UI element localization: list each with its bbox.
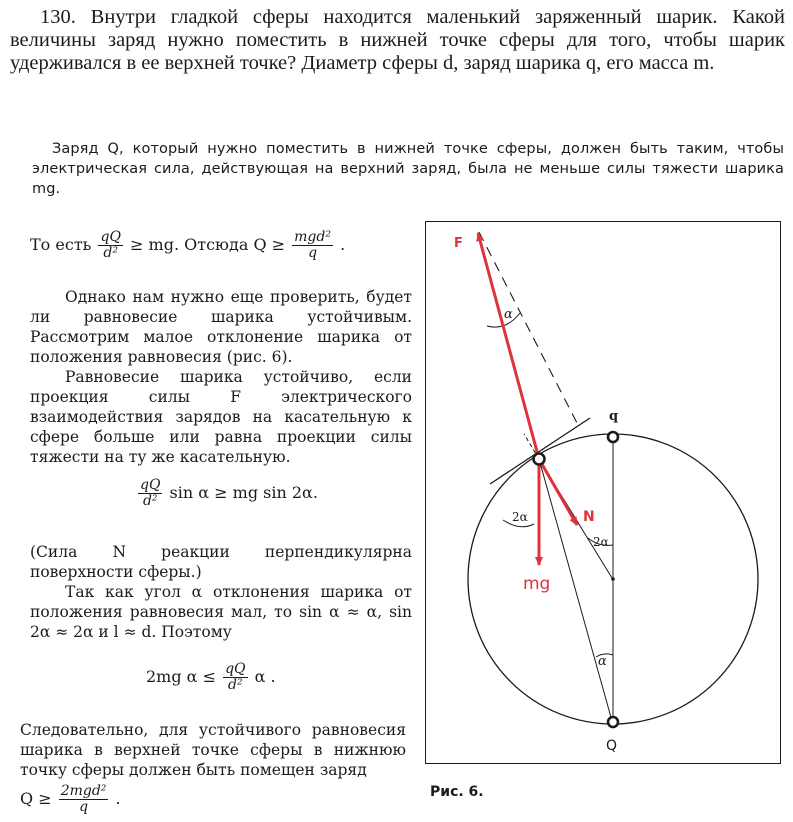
label-mg: mg bbox=[523, 574, 551, 594]
label-N: N bbox=[583, 509, 595, 525]
fraction-numerator: qQ bbox=[100, 229, 121, 245]
fraction-denominator: q bbox=[79, 799, 89, 815]
fraction-numerator: qQ bbox=[140, 477, 161, 493]
bottom-charge bbox=[608, 717, 618, 727]
paragraph-text: Однако нам нужно еще проверить, будет ли равновесие шарика устойчивым. Рассмотрим малое отклонение шарика от положения равновесия (рис. 6). bbox=[30, 288, 412, 366]
fraction-denominator: d² bbox=[103, 245, 118, 261]
fraction-numerator: 2mgd² bbox=[60, 783, 107, 799]
formula2-rest: sin α ≥ mg sin 2α. bbox=[169, 483, 318, 502]
fraction-numerator: qQ bbox=[225, 661, 246, 677]
formula1-end: . bbox=[340, 235, 346, 254]
label-Q: Q bbox=[606, 738, 618, 754]
label-alpha-top: α bbox=[504, 307, 513, 322]
formula4-lead: Q ≥ bbox=[20, 789, 52, 808]
fraction-numerator: mgd² bbox=[294, 229, 331, 245]
force-F-arrow bbox=[478, 233, 539, 459]
label-alpha-bottom: α bbox=[598, 654, 607, 669]
figure-caption: Рис. 6. bbox=[430, 784, 484, 800]
problem-text: 130. Внутри гладкой сферы находится маленький заряженный шарик. Какой величины заряд нужно поместить в нижней точке сферы для того, чтобы шарик удерживался в ее верхней точке? Диаметр сферы d, заряд шарика q, его масса m. bbox=[10, 6, 785, 74]
force-N-arrow bbox=[539, 459, 577, 525]
ball-charge bbox=[534, 454, 545, 465]
paragraph-text: Равновесие шарика устойчиво, если проекция силы F электрического взаимодействия зарядов на касательную к сфере больше или равна проекции силы тяжести на ту же касательную. bbox=[30, 368, 412, 466]
paragraph-text: Так как угол α отклонения шарика от положения равновесия мал, то sin α ≈ α, sin 2α ≈ 2α и l ≈ d. Поэтому bbox=[30, 583, 412, 641]
formula1-lead: То есть bbox=[30, 235, 92, 254]
formula3-lead: 2mg α ≤ bbox=[146, 667, 216, 686]
formula3-rest: α . bbox=[254, 667, 276, 686]
paragraph-text: Следовательно, для устойчивого равновесия шарика в верхней точке сферы в нижнюю точку сферы должен быть помещен заряд bbox=[20, 721, 406, 779]
label-F: F bbox=[454, 236, 463, 251]
label-two-alpha-center: 2α bbox=[593, 535, 609, 549]
fraction-denominator: d² bbox=[228, 677, 243, 693]
intro-text: Заряд Q, который нужно поместить в нижней точке сферы, должен быть таким, чтобы электрическая сила, действующая на верхний заряд, была не меньше силы тяжести шарика mg. bbox=[32, 141, 784, 197]
label-two-alpha-left: 2α bbox=[512, 510, 528, 524]
fraction-denominator: q bbox=[308, 245, 318, 261]
fraction-denominator: d² bbox=[142, 493, 158, 509]
formula4-end: . bbox=[115, 789, 121, 808]
top-point-marker bbox=[608, 432, 618, 442]
formula1-relation: ≥ mg. Отсюда Q ≥ bbox=[130, 235, 286, 254]
dashed-extension bbox=[479, 232, 578, 425]
paragraph-text: (Сила N реакции перпендикулярна поверхности сферы.) bbox=[30, 543, 412, 581]
label-q: q bbox=[609, 409, 619, 424]
